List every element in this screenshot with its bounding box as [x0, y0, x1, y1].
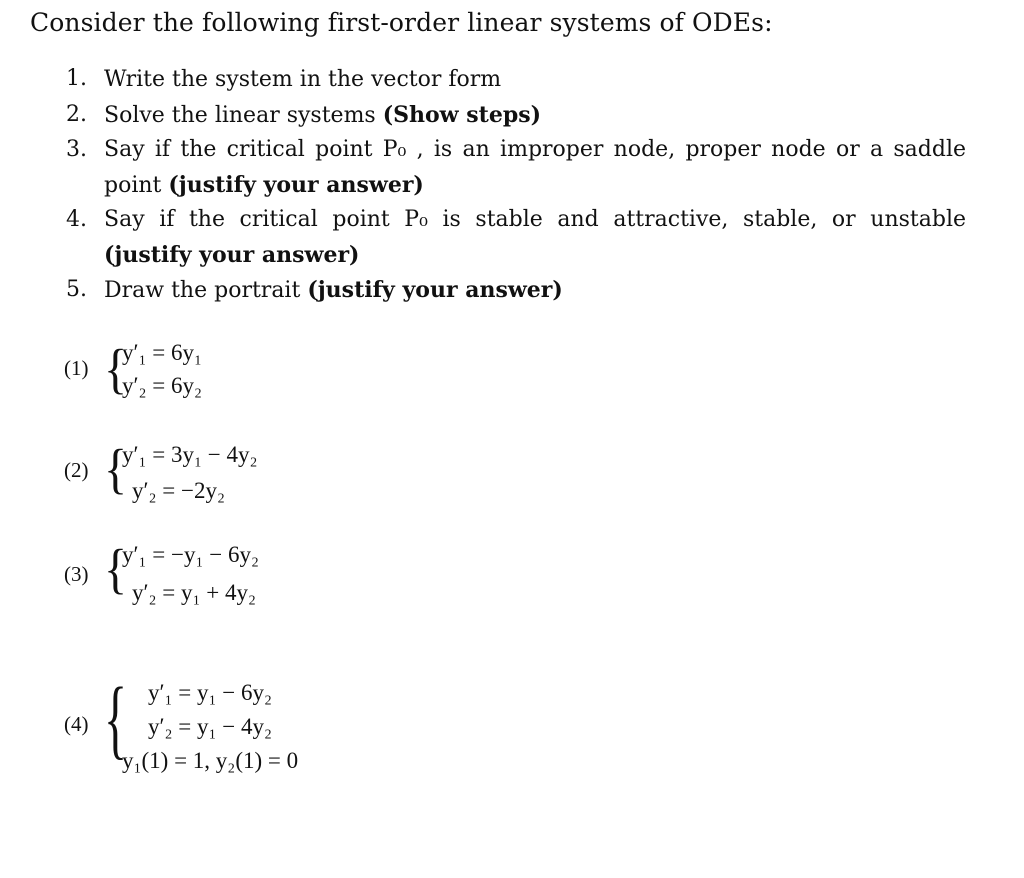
- task-text: Solve the linear systems: [104, 102, 383, 128]
- task-item-4: [66, 203, 966, 273]
- task-number: 4.: [66, 207, 87, 232]
- task-emphasis: (Show steps): [382, 101, 542, 128]
- intro-sentence: Consider the following first-order linear systems of ODEs:: [30, 8, 773, 37]
- equation-line: y′₂ = −2y₂: [132, 478, 226, 503]
- task-text: Say if the critical point P₀ , is an improper node, proper node or a saddle point: [104, 137, 966, 198]
- system-1: [64, 340, 324, 410]
- left-brace-icon: {: [104, 338, 128, 400]
- left-brace-icon: {: [104, 670, 128, 769]
- system-label: (3): [64, 562, 89, 586]
- system-4: [64, 670, 384, 786]
- task-item-2: [66, 98, 966, 134]
- task-item-1: [66, 62, 966, 98]
- left-brace-icon: {: [104, 538, 128, 600]
- equation-line: y′₁ = −y₁ − 6y₂: [122, 542, 260, 567]
- task-item-3: [66, 133, 966, 203]
- task-emphasis: (justify your answer): [104, 241, 360, 268]
- task-text: Write the system in the vector form: [104, 67, 502, 92]
- system-label: (4): [64, 712, 89, 736]
- task-list: [66, 62, 966, 309]
- equation-line: y′₂ = y₁ − 4y₂: [148, 714, 273, 739]
- equation-line: y′₂ = 6y₂: [122, 373, 203, 398]
- task-number: 5.: [66, 277, 87, 302]
- system-label: (2): [64, 458, 89, 482]
- equation-line: y′₂ = y₁ + 4y₂: [132, 580, 257, 605]
- task-item-5: [66, 273, 966, 309]
- system-label: (1): [64, 356, 89, 380]
- task-number: 1.: [66, 66, 87, 91]
- equation-line: y₁(1) = 1, y₂(1) = 0: [122, 748, 299, 773]
- task-emphasis: (justify your answer): [168, 171, 424, 198]
- task-text: Say if the critical point P₀ is stable and attractive, stable, or unstable: [104, 207, 966, 232]
- equation-line: y′₁ = 6y₁: [122, 340, 203, 365]
- task-number: 3.: [66, 137, 87, 162]
- task-emphasis: (justify your answer): [307, 277, 563, 303]
- system-2: [64, 440, 364, 510]
- left-brace-icon: {: [104, 438, 128, 500]
- task-text: Draw the portrait: [104, 278, 308, 303]
- equation-line: y′₁ = y₁ − 6y₂: [148, 680, 273, 705]
- equation-line: y′₁ = 3y₁ − 4y₂: [122, 442, 258, 467]
- task-number: 2.: [66, 101, 87, 127]
- system-3: [64, 540, 364, 610]
